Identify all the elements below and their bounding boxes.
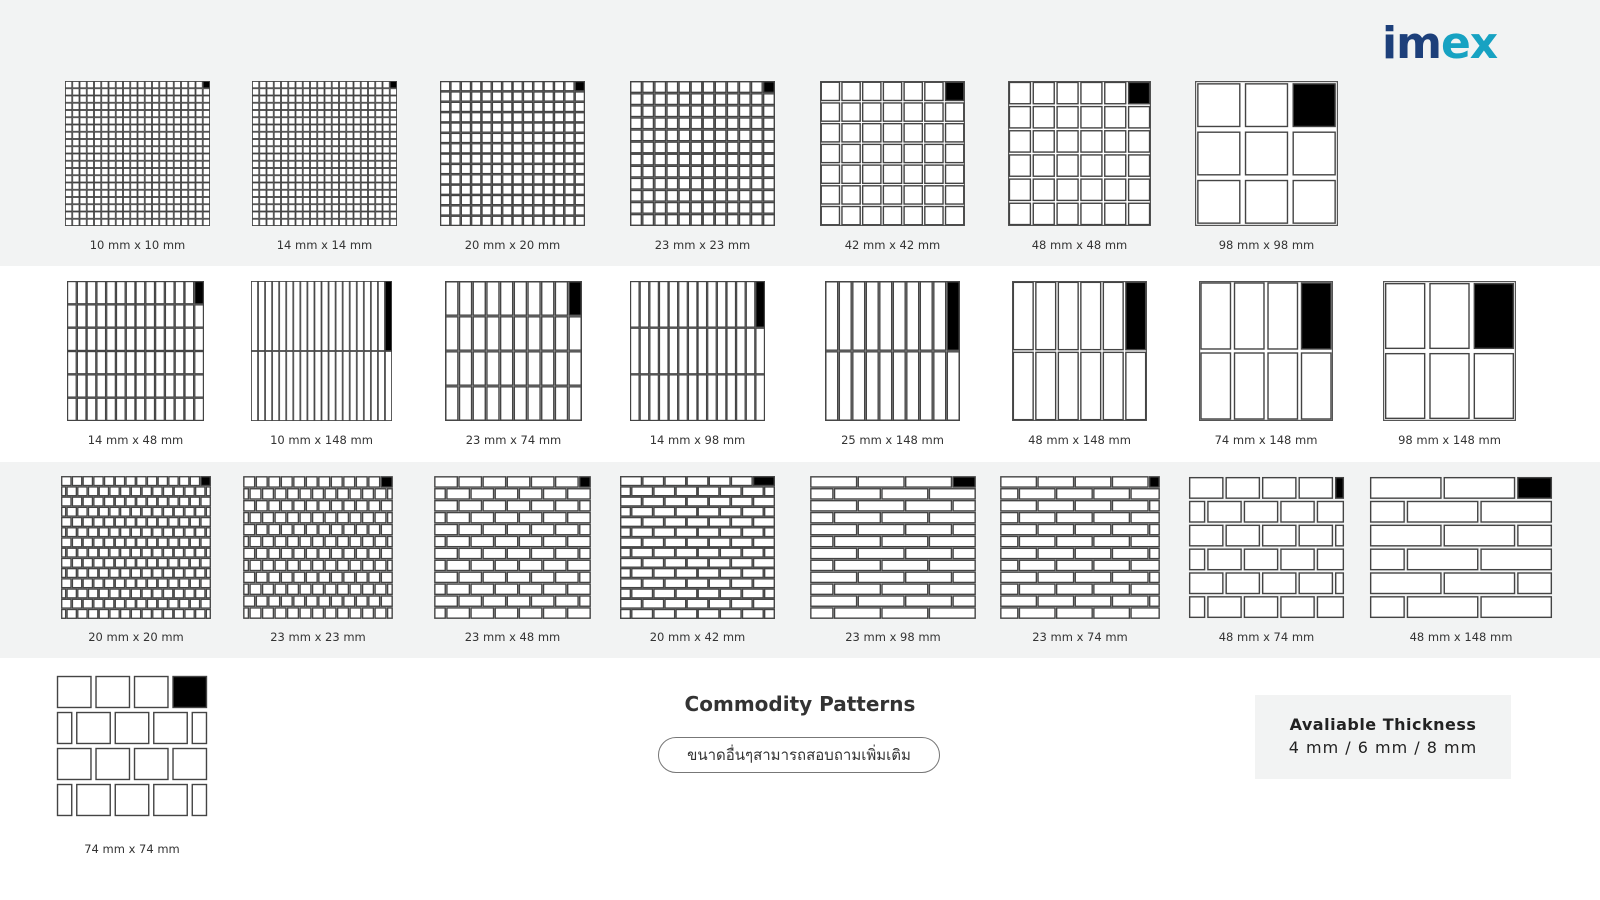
pattern-swatch	[61, 476, 211, 619]
pattern-swatch	[820, 81, 965, 226]
pattern-size-label: 74 mm x 148 mm	[1214, 433, 1318, 447]
inquiry-button[interactable]: ขนาดอื่นๆสามารถสอบถามเพิ่มเติม	[658, 737, 940, 773]
pattern-swatch	[1000, 476, 1160, 619]
logo-text-1: im	[1382, 18, 1441, 69]
thickness-panel	[1255, 695, 1511, 779]
pattern-swatch	[630, 81, 775, 226]
pattern-size-label: 48 mm x 148 mm	[1028, 433, 1131, 447]
pattern-size-label: 48 mm x 148 mm	[1409, 630, 1513, 644]
band-row-3	[0, 462, 1600, 658]
pattern-swatch	[1383, 281, 1516, 421]
pattern-graphic	[1383, 281, 1516, 421]
thickness-values: 4 mm / 6 mm / 8 mm	[1288, 738, 1478, 757]
pattern-swatch	[825, 281, 960, 421]
pattern-swatch	[252, 81, 397, 226]
pattern-graphic	[445, 281, 582, 421]
pattern-graphic	[1199, 281, 1333, 421]
pattern-graphic	[243, 476, 393, 619]
pattern-size-label: 23 mm x 48 mm	[464, 630, 561, 644]
pattern-size-label: 20 mm x 20 mm	[464, 238, 561, 252]
pattern-size-label: 23 mm x 23 mm	[270, 630, 366, 644]
pattern-graphic	[630, 81, 775, 226]
pattern-graphic	[1000, 476, 1160, 619]
pattern-size-label: 10 mm x 10 mm	[89, 238, 186, 252]
pattern-swatch	[440, 81, 585, 226]
pattern-size-label: 98 mm x 98 mm	[1218, 238, 1315, 252]
pattern-size-label: 20 mm x 42 mm	[649, 630, 746, 644]
pattern-size-label: 23 mm x 23 mm	[654, 238, 751, 252]
pattern-size-label: 14 mm x 98 mm	[649, 433, 746, 447]
pattern-graphic	[1369, 476, 1553, 619]
pattern-graphic	[67, 281, 204, 421]
pattern-graphic	[434, 476, 591, 619]
pattern-swatch	[1369, 476, 1553, 619]
pattern-size-label: 23 mm x 74 mm	[1032, 630, 1128, 644]
pattern-graphic	[440, 81, 585, 226]
imex-logo	[1382, 18, 1498, 69]
pattern-size-label: 74 mm x 74 mm	[84, 842, 180, 856]
pattern-swatch	[434, 476, 591, 619]
pattern-size-label: 20 mm x 20 mm	[88, 630, 184, 644]
pattern-swatch	[243, 476, 393, 619]
pattern-size-label: 48 mm x 74 mm	[1218, 630, 1315, 644]
pattern-graphic	[820, 81, 965, 226]
pattern-size-label: 42 mm x 42 mm	[844, 238, 941, 252]
pattern-graphic	[252, 81, 397, 226]
pattern-graphic	[620, 476, 775, 619]
pattern-size-label: 14 mm x 48 mm	[87, 433, 184, 447]
pattern-graphic	[1012, 281, 1147, 421]
pattern-size-label: 25 mm x 148 mm	[841, 433, 944, 447]
pattern-swatch	[1188, 476, 1345, 619]
pattern-graphic	[1195, 81, 1338, 226]
pattern-swatch	[67, 281, 204, 421]
pattern-swatch	[65, 81, 210, 226]
pattern-swatch	[810, 476, 976, 619]
pattern-swatch	[1199, 281, 1333, 421]
pattern-graphic	[61, 476, 211, 619]
pattern-size-label: 48 mm x 48 mm	[1031, 238, 1128, 252]
pattern-graphic	[825, 281, 960, 421]
pattern-swatch	[1195, 81, 1338, 226]
pattern-swatch	[630, 281, 765, 421]
pattern-graphic	[1008, 81, 1151, 226]
band-row-1	[0, 0, 1600, 266]
pattern-swatch	[1012, 281, 1147, 421]
pattern-graphic	[251, 281, 392, 421]
pattern-size-label: 98 mm x 148 mm	[1398, 433, 1501, 447]
pattern-graphic	[630, 281, 765, 421]
pattern-swatch	[55, 674, 209, 818]
pattern-swatch	[620, 476, 775, 619]
pattern-swatch	[1008, 81, 1151, 226]
pattern-swatch	[445, 281, 582, 421]
pattern-graphic	[65, 81, 210, 226]
pattern-size-label: 23 mm x 74 mm	[465, 433, 562, 447]
page-title: Commodity Patterns	[684, 692, 916, 716]
pattern-graphic	[55, 674, 209, 818]
thickness-label: Avaliable Thickness	[1289, 715, 1477, 734]
pattern-swatch	[251, 281, 392, 421]
pattern-size-label: 23 mm x 98 mm	[845, 630, 941, 644]
pattern-size-label: 14 mm x 14 mm	[276, 238, 373, 252]
band-row-2	[0, 266, 1600, 462]
logo-text-2: ex	[1440, 18, 1498, 69]
pattern-graphic	[1188, 476, 1345, 619]
pattern-graphic	[810, 476, 976, 619]
pattern-size-label: 10 mm x 148 mm	[270, 433, 373, 447]
